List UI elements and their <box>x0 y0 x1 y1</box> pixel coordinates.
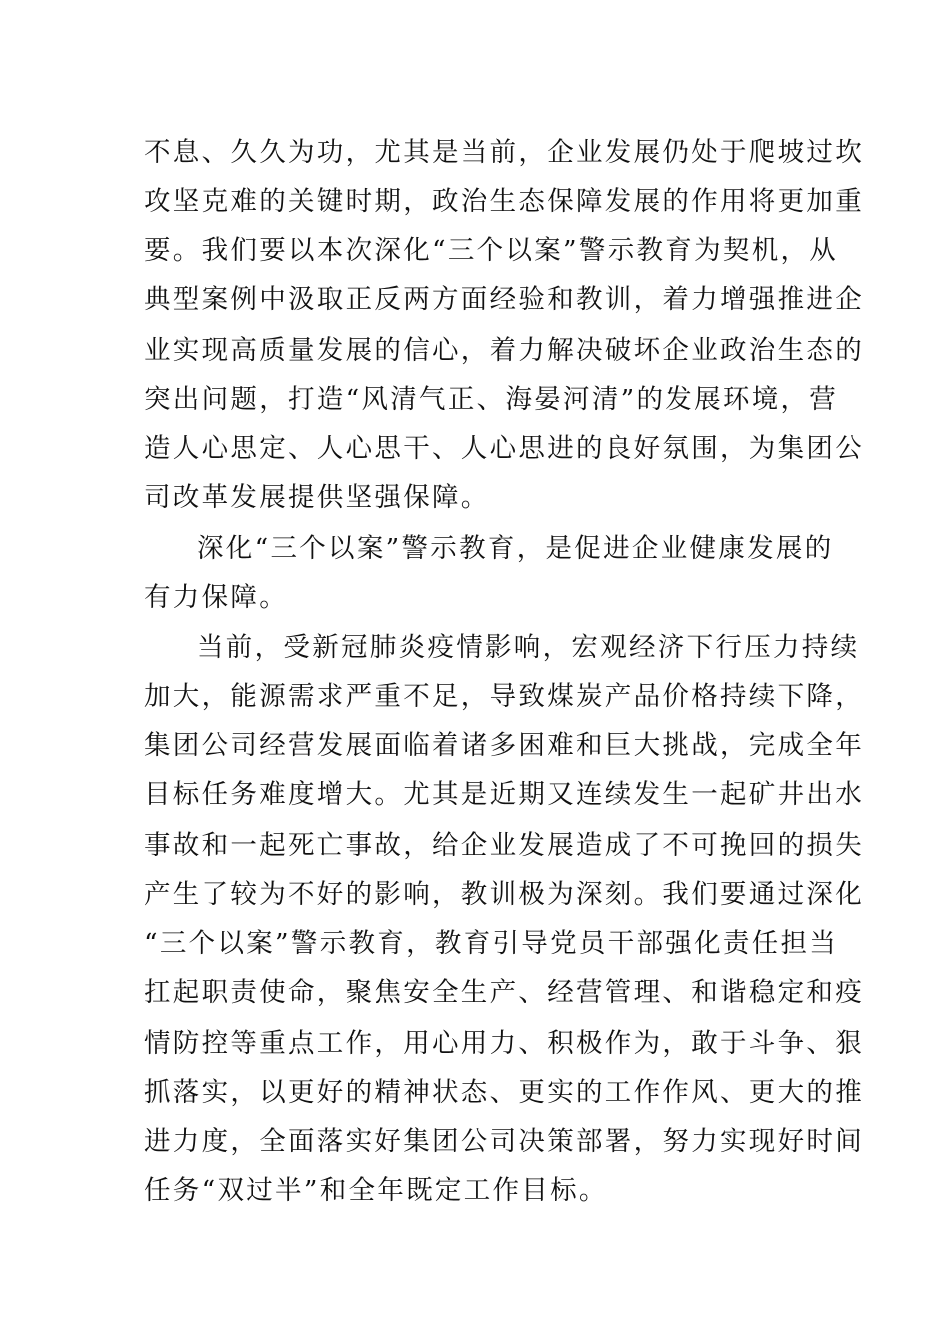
text-line: 有力保障。 <box>144 582 288 613</box>
text-line: 司改革发展提供坚强保障。 <box>144 482 490 513</box>
text-line: 进力度，全面落实好集团公司决策部署，努力实现好时间 <box>144 1126 864 1157</box>
text-line: 要。我们要以本次深化“三个以案”警示教育为契机，从 <box>144 235 839 266</box>
text-line: 扛起职责使命，聚焦安全生产、经营管理、和谐稳定和疫 <box>144 977 864 1008</box>
text-line: 情防控等重点工作，用心用力、积极作为，敢于斗争、狠 <box>144 1028 864 1059</box>
text-line: 突出问题，打造“风清气正、海晏河清”的发展环境，营 <box>144 384 839 415</box>
paragraph-first-line: 当前，受新冠肺炎疫情影响，宏观经济下行压力持续 <box>197 632 860 663</box>
text-line: 事故和一起死亡事故，给企业发展造成了不可挽回的损失 <box>144 830 864 861</box>
text-line: 业实现高质量发展的信心，着力解决破坏企业政治生态的 <box>144 335 864 366</box>
text-line: 攻坚克难的关键时期，政治生态保障发展的作用将更加重 <box>144 186 864 217</box>
text-line: 集团公司经营发展面临着诸多困难和巨大挑战，完成全年 <box>144 730 864 761</box>
text-line: 抓落实，以更好的精神状态、更实的工作作风、更大的推 <box>144 1077 864 1108</box>
paragraph-first-line: 深化“三个以案”警示教育，是促进企业健康发展的 <box>197 533 834 564</box>
text-line: 任务“双过半”和全年既定工作目标。 <box>144 1175 608 1206</box>
text-line: 产生了较为不好的影响，教训极为深刻。我们要通过深化 <box>144 879 864 910</box>
text-line: 不息、久久为功，尤其是当前，企业发展仍处于爬坡过坎 <box>144 137 864 168</box>
text-line: 典型案例中汲取正反两方面经验和教训，着力增强推进企 <box>144 284 864 315</box>
text-line: “三个以案”警示教育，教育引导党员干部强化责任担当 <box>144 928 839 959</box>
text-line: 造人心思定、人心思干、人心思进的良好氛围，为集团公 <box>144 433 864 464</box>
text-line: 加大，能源需求严重不足，导致煤炭产品价格持续下降， <box>144 681 864 712</box>
text-line: 目标任务难度增大。尤其是近期又连续发生一起矿井出水 <box>144 779 864 810</box>
